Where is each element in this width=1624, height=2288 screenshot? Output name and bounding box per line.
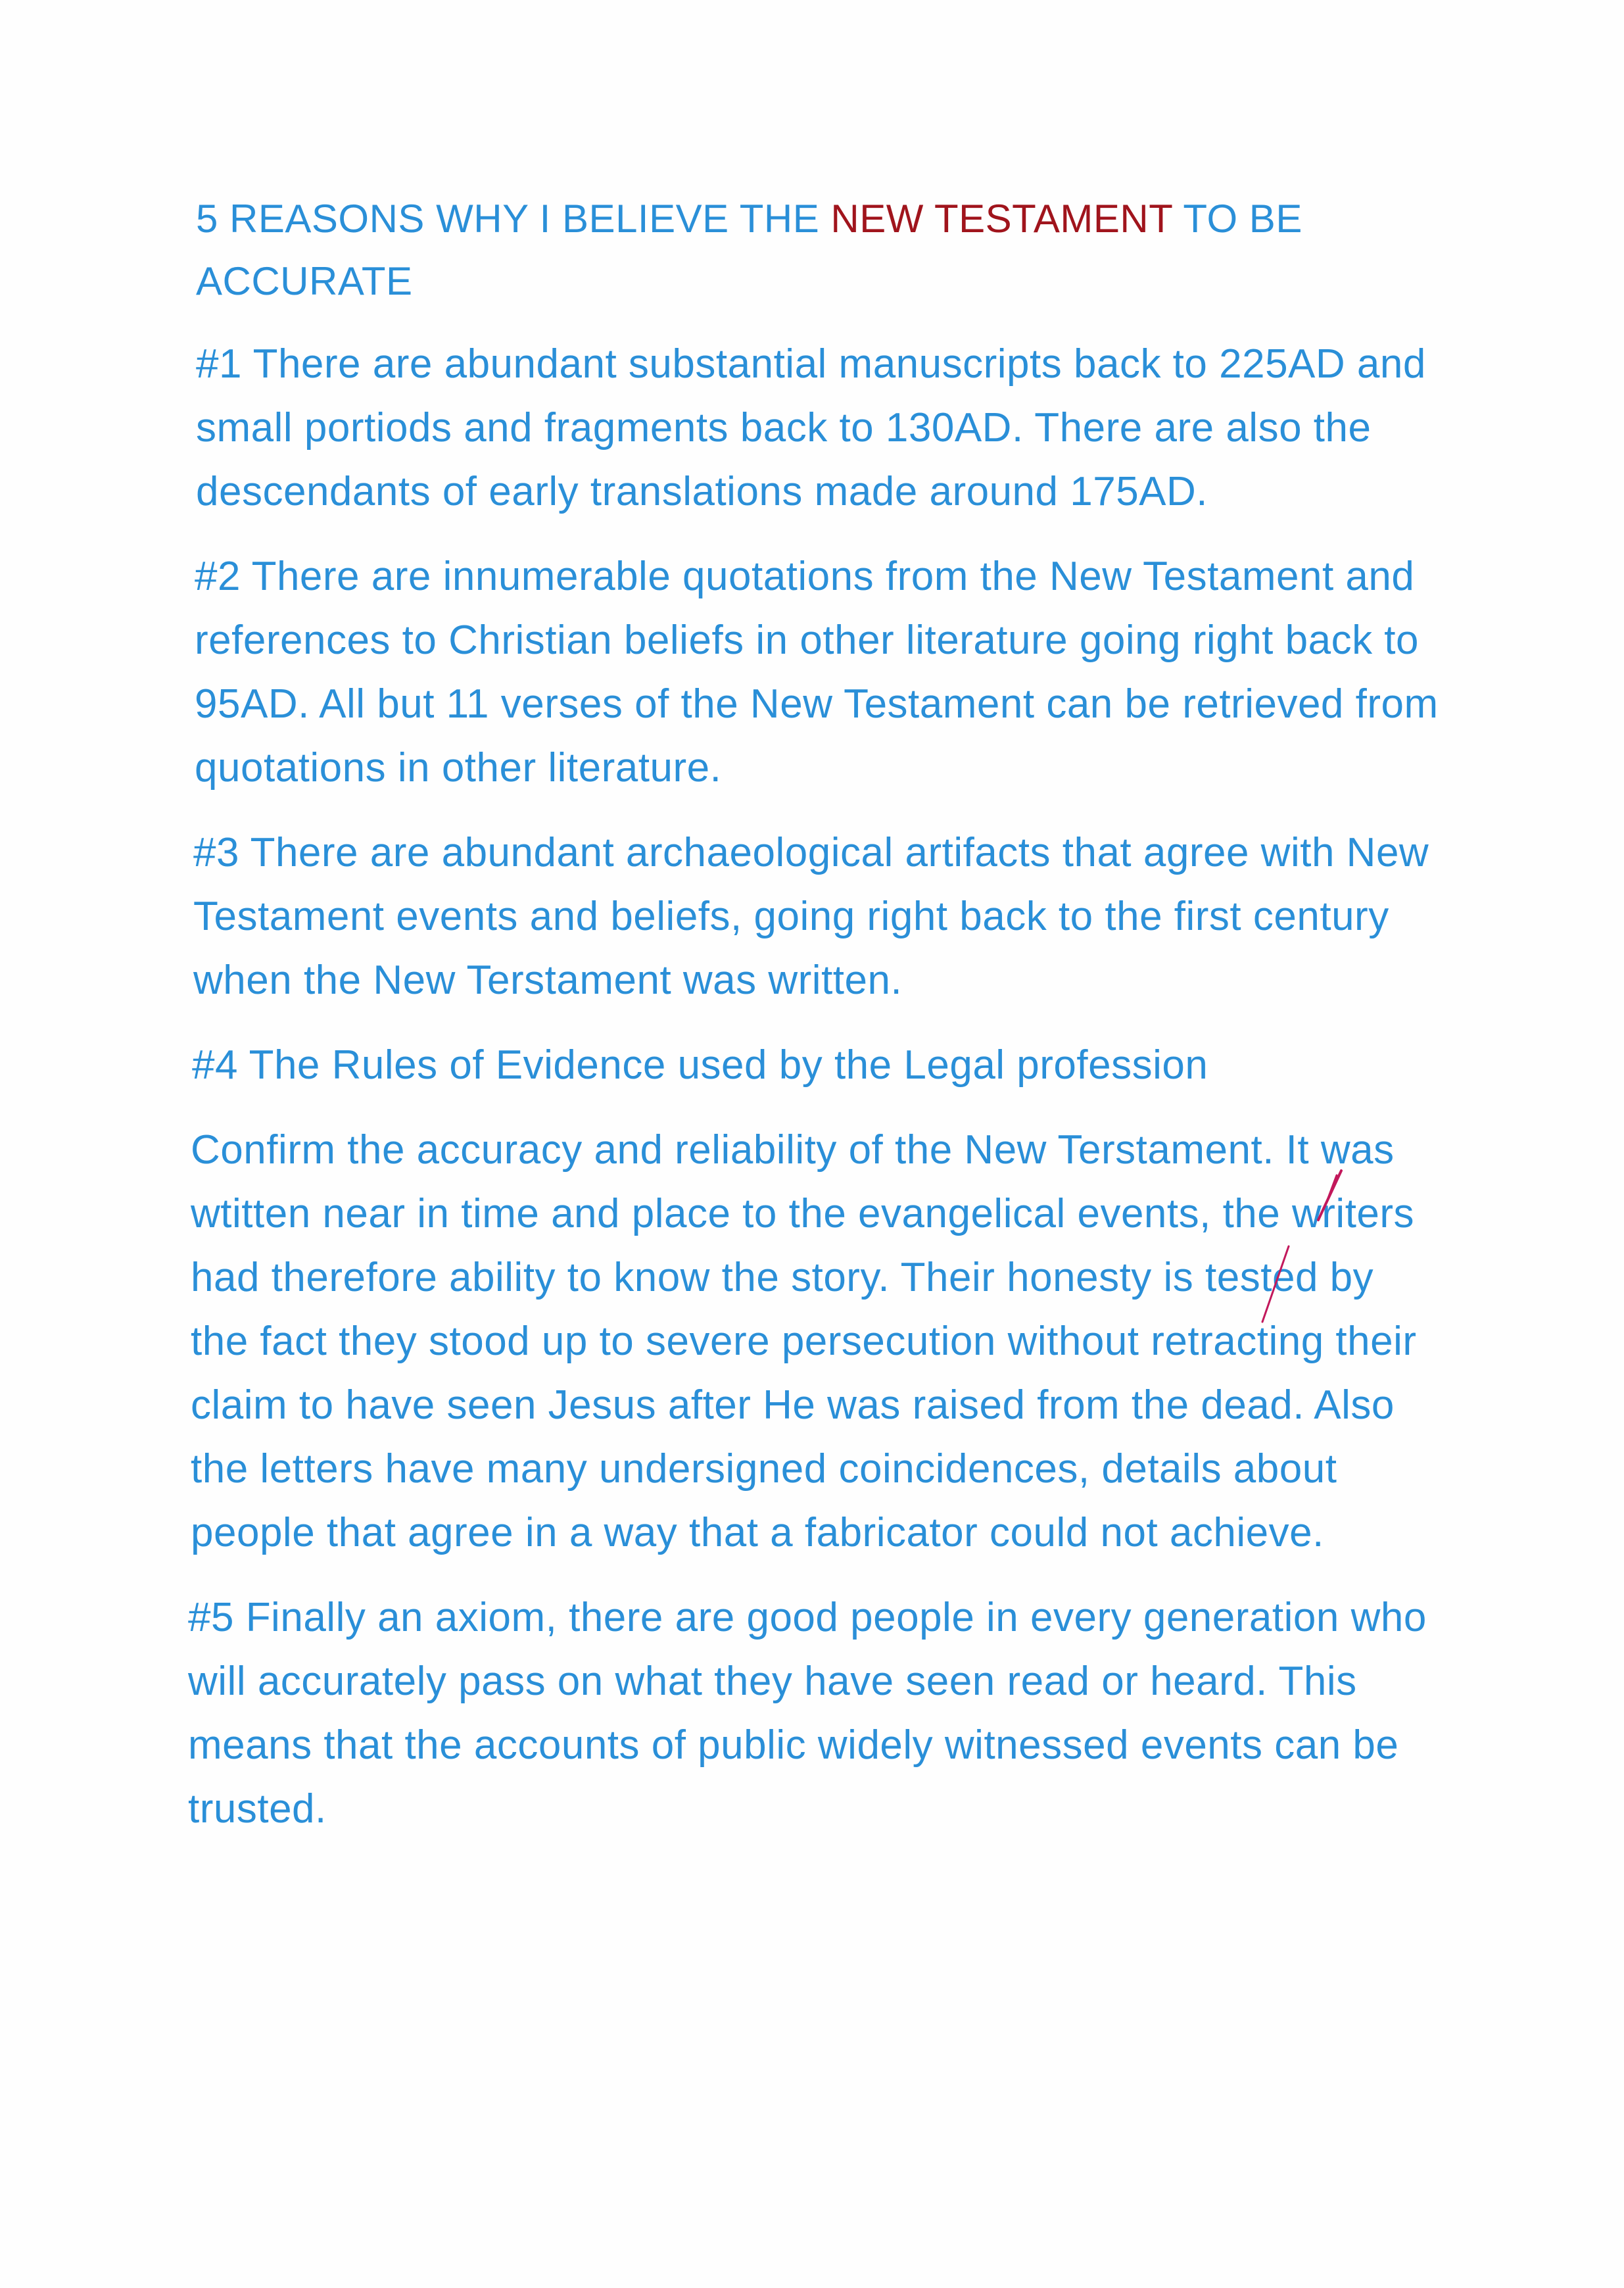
reason-4-body: Confirm the accuracy and reliability of the New Terstament. It was wtitten near in time and place to the evangelical events, the writers had therefore ability to know the story. Their honesty is tested by the fact they stood up to severe persecution without retracting their claim to have seen Jesus after He was raised from the dead. Also the letters have many undersigned coincidences, details about people that agree in a way that a fabricator could not achieve.: [191, 1127, 1417, 1555]
title-suffix: TO BE ACCURATE: [196, 197, 1302, 303]
reason-2: #2 There are innumerable quotations from the New Testament and references to Christian beliefs in other literature going right back to 95AD. All but 11 verses of the New Testament can be retrieved from quotations in other literature.: [195, 554, 1439, 791]
document-body: [188, 187, 1440, 1862]
document-title: [196, 187, 1440, 312]
title-accent: NEW TESTAMENT: [830, 197, 1173, 241]
reason-4-heading: #4 The Rules of Evidence used by the Legal profession: [192, 1042, 1208, 1088]
reason-3: #3 There are abundant archaeological artifacts that agree with New Testament events and beliefs, going right back to the first century when the New Terstament was written.: [193, 830, 1429, 1003]
title-prefix: 5 REASONS WHY I BELIEVE THE: [196, 197, 820, 241]
reason-5: #5 Finally an axiom, there are good people in every generation who will accurately pass on what they have seen read or heard. This means that the accounts of public widely witnessed events can be trusted.: [188, 1595, 1427, 1832]
reason-1: #1 There are abundant substantial manuscripts back to 225AD and small portiods and fragments back to 130AD. There are also the descendants of early translations made around 175AD.: [196, 341, 1426, 514]
